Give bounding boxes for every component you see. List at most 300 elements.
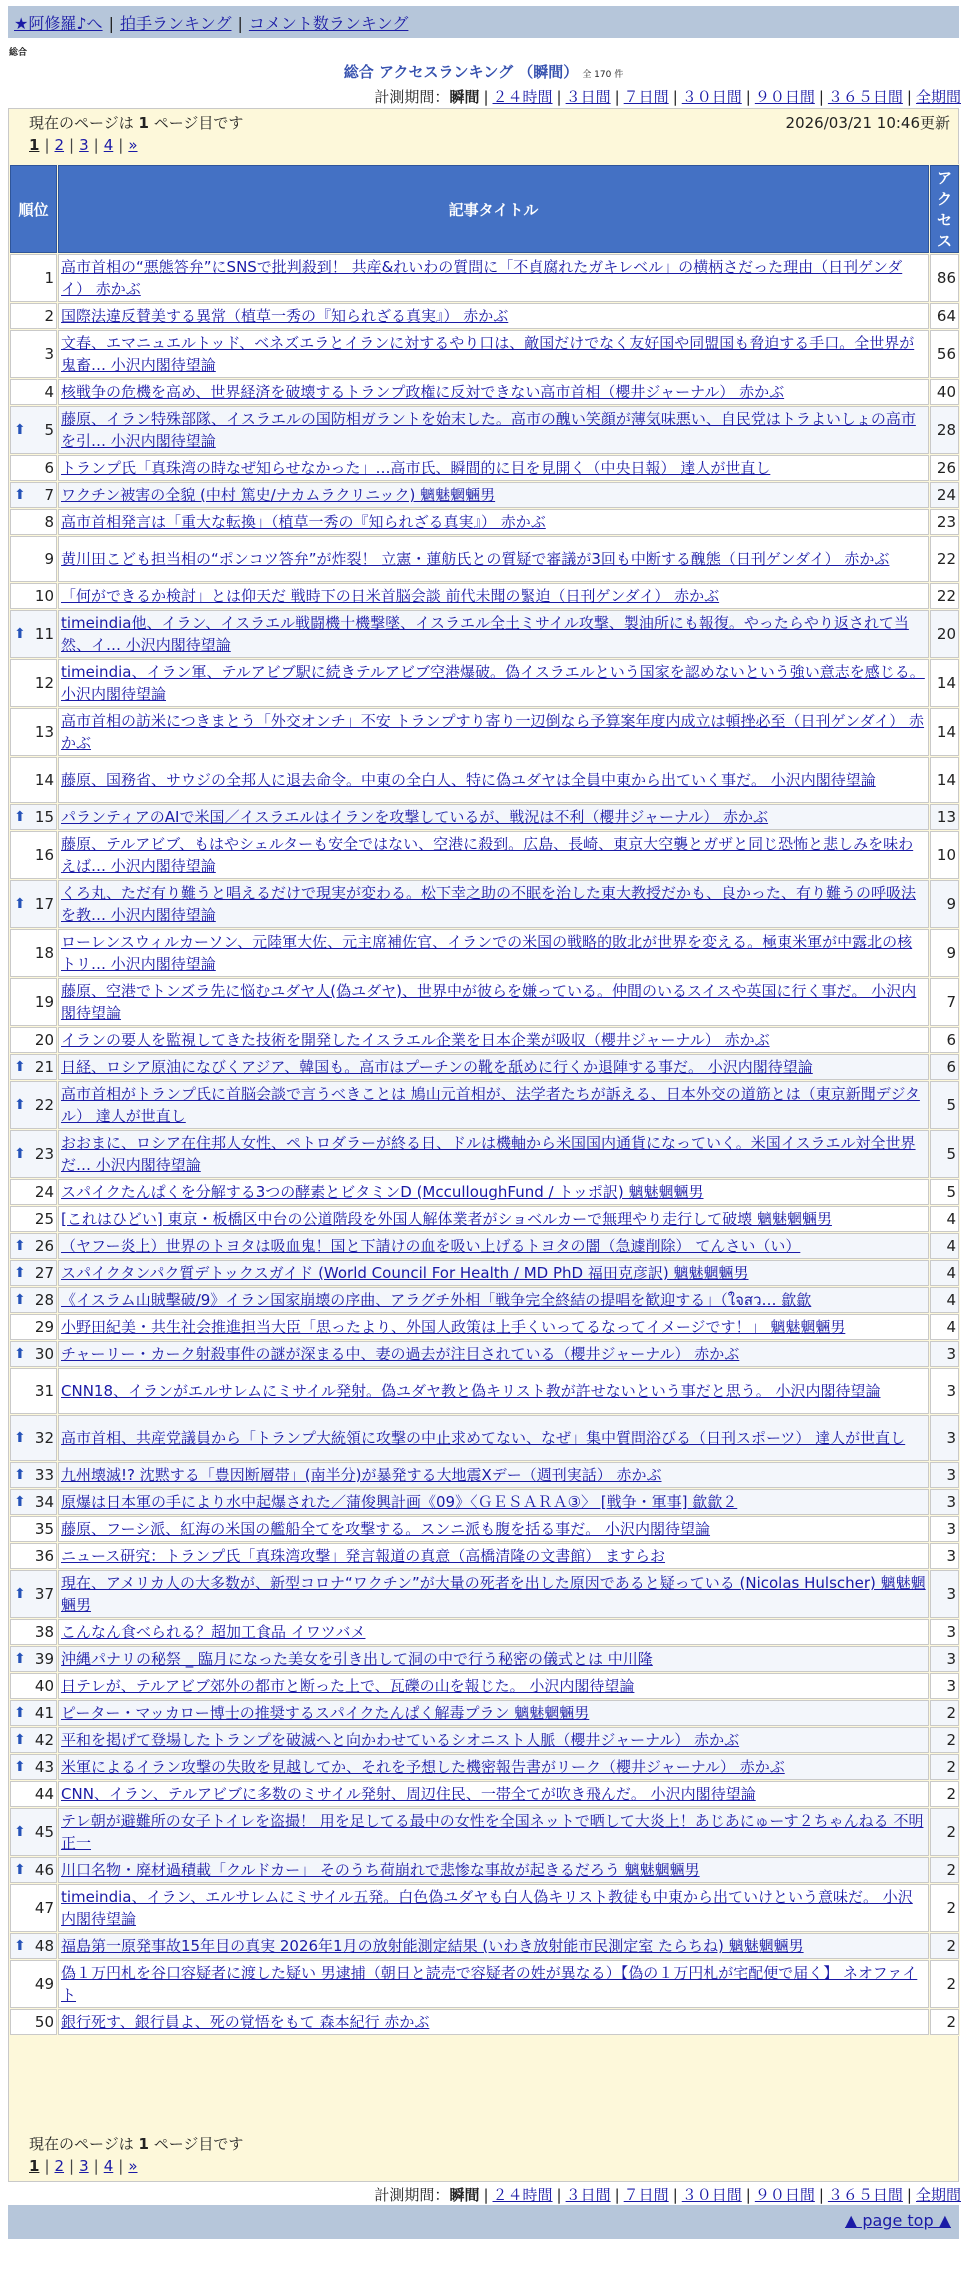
up-arrow-icon: ⬆ bbox=[14, 1938, 26, 1954]
title-cell bbox=[58, 831, 929, 879]
title-cell bbox=[58, 1287, 929, 1313]
table-row bbox=[10, 1462, 959, 1488]
rank-cell bbox=[10, 831, 57, 879]
article-link[interactable]: 黄川田こども担当相の“ポンコツ答弁”が炸裂！ 立憲・蓮舫氏との質疑で審議が3回も中断する醜態（日刊ゲンダイ） 赤かぶ bbox=[61, 550, 890, 568]
rank-cell bbox=[10, 1130, 57, 1178]
article-link[interactable]: 高市首相、共産党議員から「トランプ大統領に攻撃の中止求めてない、なぜ」集中質問浴びる（日刊スポーツ） 達人が世直し bbox=[61, 1429, 906, 1447]
period-link[interactable]: ３日間 bbox=[565, 88, 611, 106]
table-row bbox=[10, 1727, 959, 1753]
period-selector-bottom bbox=[374, 2184, 961, 2205]
title-cell bbox=[58, 482, 929, 508]
table-row bbox=[10, 708, 959, 756]
title-cell bbox=[58, 254, 929, 302]
rank-number: 29 bbox=[34, 1318, 54, 1336]
nav-separator: | bbox=[237, 14, 243, 33]
rank-number: 25 bbox=[34, 1210, 54, 1228]
title-cell bbox=[58, 659, 929, 707]
article-link[interactable]: チャーリー・カーク射殺事件の謎が深まる中、妻の過去が注目されている（櫻井ジャーナル） 赤かぶ bbox=[61, 1345, 740, 1363]
article-link[interactable]: くろ丸、ただ有り難うと唱えるだけで現実が変わる。松下幸之助の不眠を治した東大教授だかも、良かった、有り難うの呼吸法を教… 小沢内閣待望論 bbox=[61, 884, 917, 924]
rank-number: 33 bbox=[34, 1466, 54, 1484]
article-link[interactable]: 日テレが、テルアビブ郊外の都市と断った上で、瓦礫の山を報じた。 小沢内閣待望論 bbox=[61, 1677, 635, 1695]
table-row bbox=[10, 1646, 959, 1672]
title-cell bbox=[58, 1516, 929, 1542]
article-link[interactable]: （ヤフー炎上）世界のトヨタは吸血鬼！国と下請けの血を吸い上げるトヨタの闇（急遽削除） てんさい（い） bbox=[61, 1237, 801, 1255]
title-cell bbox=[58, 1646, 929, 1672]
rank-number: 35 bbox=[34, 1520, 54, 1538]
up-arrow-icon: ⬆ bbox=[14, 1586, 26, 1602]
up-arrow-icon: ⬆ bbox=[14, 1292, 26, 1308]
rank-number: 32 bbox=[34, 1429, 54, 1447]
access-count: 20 bbox=[930, 610, 959, 658]
table-row bbox=[10, 1754, 959, 1780]
ranking-title: 総合 アクセスランキング （瞬間） bbox=[343, 63, 579, 81]
title-cell bbox=[58, 1260, 929, 1286]
access-count: 7 bbox=[930, 978, 959, 1026]
title-cell bbox=[58, 1489, 929, 1515]
rank-cell bbox=[10, 1884, 57, 1932]
period-link[interactable]: ３０日間 bbox=[681, 88, 742, 106]
access-count: 2 bbox=[930, 1933, 959, 1959]
page-info-suffix: ページ目です bbox=[148, 114, 244, 132]
pager-separator: | bbox=[69, 2157, 75, 2175]
rank-number: 8 bbox=[44, 513, 54, 531]
access-count: 9 bbox=[930, 880, 959, 928]
access-count: 2 bbox=[930, 1884, 959, 1932]
table-row bbox=[10, 1933, 959, 1959]
rank-cell bbox=[10, 1646, 57, 1672]
rank-number: 39 bbox=[34, 1650, 54, 1668]
up-arrow-icon: ⬆ bbox=[14, 1430, 26, 1446]
article-link[interactable]: CNN18、イランがエルサレムにミサイル発射。偽ユダヤ教と偽キリスト教が許せないという事だと思う。 小沢内閣待望論 bbox=[61, 1382, 881, 1400]
table-row bbox=[10, 978, 959, 1026]
period-link[interactable]: ７日間 bbox=[623, 2186, 669, 2204]
title-cell bbox=[58, 536, 929, 582]
rank-number: 11 bbox=[34, 625, 54, 643]
rank-number: 1 bbox=[44, 269, 54, 287]
period-current: 瞬間 bbox=[449, 2186, 480, 2204]
rank-number: 30 bbox=[34, 1345, 54, 1363]
article-link[interactable]: トランプ氏「真珠湾の時なぜ知らせなかった」…高市氏、瞬間的に目を見開く（中央日報） 達人が世直し bbox=[61, 459, 771, 477]
article-link[interactable]: 原爆は日本軍の手により水中起爆された／蒲俊興計画《09》〈ＧＥＳＡＲＡ③〉 [戦争・軍事] 歙歙２ bbox=[61, 1493, 738, 1511]
rank-cell bbox=[10, 330, 57, 378]
article-link[interactable]: スパイクタンパク質デトックスガイド (World Council For Health / MD PhD 福田克彦訳) 魑魅魍魎男 bbox=[61, 1264, 749, 1282]
rank-cell bbox=[10, 1489, 57, 1515]
rank-cell bbox=[10, 1543, 57, 1569]
rank-number: 21 bbox=[34, 1058, 54, 1076]
rank-cell bbox=[10, 1516, 57, 1542]
period-link[interactable]: ９０日間 bbox=[754, 2186, 815, 2204]
article-link[interactable]: 藤原、フーシ派、紅海の米国の艦船全てを攻撃する。スンニ派も腹を括る事だ。 小沢内閣待望論 bbox=[61, 1520, 711, 1538]
pager-separator: | bbox=[93, 136, 99, 154]
period-separator: | bbox=[483, 88, 489, 106]
article-link[interactable]: 文春、エマニュエルトッド、ベネズエラとイランに対するやり口は、敵国だけでなく友好国や同盟国も脅迫する手口。全世界が鬼畜… 小沢内閣待望論 bbox=[61, 334, 915, 374]
table-row bbox=[10, 1884, 959, 1932]
page-info-prefix: 現在のページは bbox=[29, 114, 139, 132]
period-link[interactable]: 全期間 bbox=[915, 88, 961, 106]
access-count: 4 bbox=[930, 1260, 959, 1286]
scope-label: 総合 bbox=[9, 48, 28, 58]
rank-cell bbox=[10, 1808, 57, 1856]
article-link[interactable]: 銀行死す、銀行員よ、死の覚悟をもて 森本紀行 赤かぶ bbox=[61, 2013, 430, 2031]
title-cell bbox=[58, 406, 929, 454]
access-count: 86 bbox=[930, 254, 959, 302]
up-arrow-icon: ⬆ bbox=[14, 1494, 26, 1510]
article-link[interactable]: 小野田紀美・共生社会推進担当大臣「思ったより、外国人政策は上手くいってるなってイメージです！」 魑魅魍魎男 bbox=[61, 1318, 846, 1336]
rank-cell bbox=[10, 1415, 57, 1461]
article-link[interactable]: 米軍によるイラン攻撃の失敗を見越してか、それを予想した機密報告書がリーク（櫻井ジャーナル） 赤かぶ bbox=[61, 1758, 785, 1776]
period-link[interactable]: ３０日間 bbox=[681, 2186, 742, 2204]
access-count: 3 bbox=[930, 1415, 959, 1461]
title-cell bbox=[58, 1570, 929, 1618]
title-cell bbox=[58, 1673, 929, 1699]
title-cell bbox=[58, 1233, 929, 1259]
pager-separator: | bbox=[69, 136, 75, 154]
table-row bbox=[10, 583, 959, 609]
article-link[interactable]: 高市首相の訪米につきまとう「外交オンチ」不安 トランプすり寄り一辺倒なら予算案年度内成立は頓挫必至（日刊ゲンダイ） 赤かぶ bbox=[61, 712, 925, 752]
title-cell bbox=[58, 455, 929, 481]
table-row bbox=[10, 1516, 959, 1542]
access-count: 3 bbox=[930, 1489, 959, 1515]
title-cell bbox=[58, 1206, 929, 1232]
table-row bbox=[10, 2009, 959, 2035]
table-row bbox=[10, 509, 959, 535]
access-count: 3 bbox=[930, 1368, 959, 1414]
pager-page-link[interactable]: 3 bbox=[79, 136, 89, 154]
title-cell bbox=[58, 1933, 929, 1959]
title-cell bbox=[58, 1754, 929, 1780]
period-link[interactable]: ９０日間 bbox=[754, 88, 815, 106]
article-link[interactable]: 高市首相発言は「重大な転換」（植草一秀の『知られざる真実』） 赤かぶ bbox=[61, 513, 546, 531]
table-row bbox=[10, 1130, 959, 1178]
up-arrow-icon: ⬆ bbox=[14, 626, 26, 642]
table-row bbox=[10, 1027, 959, 1053]
table-row bbox=[10, 1489, 959, 1515]
article-link[interactable]: 藤原、イラン特殊部隊、イスラエルの国防相ガラントを始末した。高市の醜い笑顔が薄気味悪い、自民党はトラよいしょの高市を引… 小沢内閣待望論 bbox=[61, 410, 916, 450]
rank-cell bbox=[10, 254, 57, 302]
article-link[interactable]: 平和を掲げて登場したトランプを破滅へと向かわせているシオニスト人脈（櫻井ジャーナル） 赤かぶ bbox=[61, 1731, 740, 1749]
period-link[interactable]: ３６５日間 bbox=[827, 2186, 903, 2204]
rank-cell bbox=[10, 455, 57, 481]
up-arrow-icon: ⬆ bbox=[14, 1097, 26, 1113]
title-cell bbox=[58, 303, 929, 329]
footer-bar bbox=[8, 2205, 959, 2239]
access-count: 10 bbox=[930, 831, 959, 879]
period-separator: | bbox=[614, 88, 620, 106]
article-link[interactable]: 九州壊滅!? 沈黙する「豊因断層帯」(南半分)が暴発する大地震Xデー（週刊実話） 赤かぶ bbox=[61, 1466, 662, 1484]
rank-number: 49 bbox=[34, 1975, 54, 1993]
total-count: 全 170 件 bbox=[582, 70, 624, 80]
article-link[interactable]: timeindia他、イラン、イスラエル戦闘機十機撃墜、イスラエル全土ミサイル攻撃、製油所にも報復。やったらやり返されて当然、イ… 小沢内閣待望論 bbox=[61, 614, 909, 654]
article-link[interactable]: ピーター・マッカロー博士の推奨するスパイクたんぱく解毒プラン 魑魅魍魎男 bbox=[61, 1704, 590, 1722]
title-cell bbox=[58, 1727, 929, 1753]
title-cell bbox=[58, 1700, 929, 1726]
rank-number: 2 bbox=[44, 307, 54, 325]
article-link[interactable]: ニュース研究：トランプ氏「真珠湾攻撃」発言報道の真意（高橋清隆の文書館） ますらお bbox=[61, 1547, 666, 1565]
table-row bbox=[10, 1206, 959, 1232]
rank-cell bbox=[10, 583, 57, 609]
article-link[interactable]: 《イスラム山賊擊破/9》イラン国家崩壊の序曲、アラグチ外相「戦争完全終結の提唱を歓迎する」（ใจสว… 歙歙 bbox=[61, 1291, 812, 1309]
rank-number: 19 bbox=[34, 993, 54, 1011]
rank-number: 4 bbox=[44, 383, 54, 401]
table-row bbox=[10, 1054, 959, 1080]
access-count: 26 bbox=[930, 455, 959, 481]
rank-cell bbox=[10, 406, 57, 454]
access-count: 13 bbox=[930, 804, 959, 830]
title-cell bbox=[58, 1314, 929, 1340]
access-count: 3 bbox=[930, 1619, 959, 1645]
top-nav-bar bbox=[8, 6, 959, 38]
table-row bbox=[10, 379, 959, 405]
access-count: 4 bbox=[930, 1206, 959, 1232]
access-count: 4 bbox=[930, 1233, 959, 1259]
ranking-table bbox=[9, 164, 960, 2036]
pager-current-page: 1 bbox=[29, 2157, 40, 2175]
table-row bbox=[10, 1341, 959, 1367]
up-arrow-icon: ⬆ bbox=[14, 1862, 26, 1878]
period-separator: | bbox=[745, 2186, 751, 2204]
table-row bbox=[10, 1700, 959, 1726]
rank-cell bbox=[10, 1619, 57, 1645]
comment-ranking-link[interactable]: コメント数ランキング bbox=[248, 14, 409, 33]
title-cell bbox=[58, 1081, 929, 1129]
title-cell bbox=[58, 1179, 929, 1205]
period-link[interactable]: ２４時間 bbox=[492, 2186, 553, 2204]
rank-cell bbox=[10, 1054, 57, 1080]
title-cell bbox=[58, 1960, 929, 2008]
period-current: 瞬間 bbox=[449, 88, 480, 106]
access-count: 14 bbox=[930, 708, 959, 756]
rank-cell bbox=[10, 509, 57, 535]
ranking-panel bbox=[8, 108, 959, 2182]
rank-number: 24 bbox=[34, 1183, 54, 1201]
rank-cell bbox=[10, 1341, 57, 1367]
article-link[interactable]: スパイクたんぱくを分解する3つの酵素とビタミンD (McculloughFund / トッポ訳) 魑魅魍魎男 bbox=[61, 1183, 704, 1201]
pager-page-link[interactable]: 2 bbox=[54, 136, 65, 154]
column-header-rank: 順位 bbox=[10, 165, 57, 253]
rank-cell bbox=[10, 1727, 57, 1753]
access-count: 5 bbox=[930, 1179, 959, 1205]
up-arrow-icon: ⬆ bbox=[14, 1265, 26, 1281]
rank-cell bbox=[10, 708, 57, 756]
up-arrow-icon: ⬆ bbox=[14, 1467, 26, 1483]
title-cell bbox=[58, 1368, 929, 1414]
article-link[interactable]: 藤原、テルアビブ、もはやシェルターも安全ではない、空港に殺到。広島、長崎、東京大空襲とガザと同じ恐怖と悲しみを味わえば… 小沢内閣待望論 bbox=[61, 835, 914, 875]
title-cell bbox=[58, 1857, 929, 1883]
access-count: 2 bbox=[930, 1781, 959, 1807]
article-link[interactable]: ワクチン被害の全貌 (中村 篤史/ナカムラクリニック) 魑魅魍魎男 bbox=[61, 486, 496, 504]
page-top-link[interactable]: ▲ page top ▲ bbox=[844, 2211, 951, 2230]
rank-number: 12 bbox=[34, 674, 54, 692]
article-link[interactable]: イランの要人を監視してきた技術を開発したイスラエル企業を日本企業が吸収（櫻井ジャーナル） 赤かぶ bbox=[61, 1031, 770, 1049]
up-arrow-icon: ⬆ bbox=[14, 1732, 26, 1748]
rank-cell bbox=[10, 1570, 57, 1618]
access-count: 3 bbox=[930, 1673, 959, 1699]
article-link[interactable]: 「何ができるか検討」とは仰天だ 戦時下の日米首脳会談 前代未聞の緊迫（日刊ゲンダイ） 赤かぶ bbox=[61, 587, 720, 605]
access-count: 3 bbox=[930, 1516, 959, 1542]
access-count: 6 bbox=[930, 1027, 959, 1053]
pager-separator: | bbox=[44, 2157, 50, 2175]
rank-number: 6 bbox=[44, 459, 54, 477]
access-count: 64 bbox=[930, 303, 959, 329]
article-link[interactable]: 日経、ロシア原油になびくアジア、韓国も。高市はプーチンの靴を舐めに行くか退陣する事だ。 小沢内閣待望論 bbox=[61, 1058, 813, 1076]
period-separator: | bbox=[614, 2186, 620, 2204]
rank-cell bbox=[10, 1233, 57, 1259]
table-row bbox=[10, 303, 959, 329]
rank-number: 18 bbox=[34, 944, 54, 962]
access-count: 2 bbox=[930, 1960, 959, 2008]
rank-cell bbox=[10, 1462, 57, 1488]
pager-next-link[interactable]: » bbox=[128, 2157, 138, 2175]
access-count: 24 bbox=[930, 482, 959, 508]
period-link[interactable]: ３６５日間 bbox=[827, 88, 903, 106]
rank-number: 31 bbox=[34, 1382, 54, 1400]
title-cell bbox=[58, 509, 929, 535]
up-arrow-icon: ⬆ bbox=[14, 1346, 26, 1362]
pager-current-page: 1 bbox=[29, 136, 40, 154]
rank-cell bbox=[10, 804, 57, 830]
table-row bbox=[10, 1808, 959, 1856]
article-link[interactable]: timeindia、イラン、エルサレムにミサイル五発。白色偽ユダヤも白人偽キリスト教徒も中東から出ていけという意味だ。 小沢内閣待望論 bbox=[61, 1888, 913, 1928]
article-link[interactable]: テレ朝が避難所の女子トイレを盗撮！ 用を足してる最中の女性を全国ネットで晒して大炎上！あじあにゅーす２ちゃんねる 不明正一 bbox=[61, 1812, 924, 1852]
article-link[interactable]: 高市首相の“悪態答弁”にSNSで批判殺到！ 共産&れいわの質問に「不貞腐れたガキレベル」の横柄さだった理由（日刊ゲンダイ） 赤かぶ bbox=[61, 258, 903, 298]
article-link[interactable]: 川口名物・廃材過積載「クルドカー」 そのうち荷崩れで悲惨な事故が起きるだろう 魑魅魍魎男 bbox=[61, 1861, 700, 1879]
access-count: 14 bbox=[930, 659, 959, 707]
table-row bbox=[10, 1081, 959, 1129]
page-info-number: 1 bbox=[138, 114, 149, 132]
article-link[interactable]: パランティアのAIで米国／イスラエルはイランを攻撃しているが、戦況は不利（櫻井ジャーナル） 赤かぶ bbox=[61, 808, 769, 826]
rank-cell bbox=[10, 880, 57, 928]
table-row bbox=[10, 757, 959, 803]
access-count: 3 bbox=[930, 1462, 959, 1488]
period-separator: | bbox=[818, 88, 824, 106]
title-cell bbox=[58, 757, 929, 803]
up-arrow-icon: ⬆ bbox=[14, 1238, 26, 1254]
article-link[interactable]: こんなん食べられる？超加工食品 イワツバメ bbox=[61, 1623, 366, 1641]
table-header-row bbox=[10, 165, 959, 253]
rank-cell bbox=[10, 1081, 57, 1129]
article-link[interactable]: [これはひどい] 東京・板橋区中台の公道階段を外国人解体業者がショベルカーで無理やり走行して破壊 魑魅魍魎男 bbox=[61, 1210, 832, 1228]
article-link[interactable]: timeindia、イラン軍、テルアビブ駅に続きテルアビブ空港爆破。偽イスラエルという国家を認めないという強い意志を感じる。 小沢内閣待望論 bbox=[61, 663, 925, 703]
title-cell bbox=[58, 330, 929, 378]
access-count: 3 bbox=[930, 1543, 959, 1569]
access-count: 22 bbox=[930, 536, 959, 582]
title-cell bbox=[58, 978, 929, 1026]
rank-number: 7 bbox=[44, 486, 54, 504]
period-link[interactable]: ３日間 bbox=[565, 2186, 611, 2204]
article-link[interactable]: 偽１万円札を谷口容疑者に渡した疑い 男逮捕（朝日と読売で容疑者の姓が異なる）【偽の１万円札が宅配便で届く】 ネオファイト bbox=[61, 1964, 918, 2004]
access-count: 14 bbox=[930, 757, 959, 803]
page-info-number: 1 bbox=[138, 2135, 149, 2153]
table-row bbox=[10, 1781, 959, 1807]
period-separator: | bbox=[556, 2186, 562, 2204]
rank-cell bbox=[10, 1960, 57, 2008]
rank-number: 10 bbox=[34, 587, 54, 605]
rank-number: 13 bbox=[34, 723, 54, 741]
period-link[interactable]: ７日間 bbox=[623, 88, 669, 106]
article-link[interactable]: 核戦争の危機を高め、世界経済を破壊するトランプ政権に反対できない高市首相（櫻井ジャーナル） 赤かぶ bbox=[61, 383, 785, 401]
up-arrow-icon: ⬆ bbox=[14, 809, 26, 825]
pager-page-link[interactable]: 4 bbox=[103, 136, 114, 154]
page-info-top bbox=[29, 112, 629, 133]
access-count: 40 bbox=[930, 379, 959, 405]
rank-cell bbox=[10, 1673, 57, 1699]
home-link[interactable]: ★阿修羅♪へ bbox=[14, 14, 103, 33]
period-separator: | bbox=[483, 2186, 489, 2204]
period-link[interactable]: ２４時間 bbox=[492, 88, 553, 106]
article-link[interactable]: 藤原、国務省、サウジの全邦人に退去命令。中東の全白人、特に偽ユダヤは全員中東から出ていく事だ。 小沢内閣待望論 bbox=[61, 771, 876, 789]
table-row bbox=[10, 1543, 959, 1569]
title-cell bbox=[58, 1619, 929, 1645]
rank-number: 28 bbox=[34, 1291, 54, 1309]
rank-number: 9 bbox=[44, 550, 54, 568]
rank-cell bbox=[10, 1206, 57, 1232]
table-row bbox=[10, 482, 959, 508]
pager-next-link[interactable]: » bbox=[128, 136, 138, 154]
rank-cell bbox=[10, 1933, 57, 1959]
rank-cell bbox=[10, 659, 57, 707]
article-link[interactable]: 高市首相がトランプ氏に首脳会談で言うべきことは 鳩山元首相が、法学者たちが訴える、日本外交の道筋とは（東京新聞デジタル） 達人が世直し bbox=[61, 1085, 920, 1125]
clap-ranking-link[interactable]: 拍手ランキング bbox=[119, 14, 232, 33]
title-cell bbox=[58, 1462, 929, 1488]
article-link[interactable]: 福島第一原発事故15年目の真実 2026年1月の放射能測定結果 (いわき放射能市民測定室 たらちね) 魑魅魍魎男 bbox=[61, 1937, 804, 1955]
pager-page-link[interactable]: 3 bbox=[79, 2157, 89, 2175]
table-row bbox=[10, 1619, 959, 1645]
article-link[interactable]: CNN、イラン、テルアビブに多数のミサイル発射、周辺住民、一帯全てが吹き飛んだ。 小沢内閣待望論 bbox=[61, 1785, 756, 1803]
period-separator: | bbox=[906, 88, 912, 106]
rank-cell bbox=[10, 1260, 57, 1286]
title-cell bbox=[58, 379, 929, 405]
table-row bbox=[10, 804, 959, 830]
rank-cell bbox=[10, 1027, 57, 1053]
page-info-suffix: ページ目です bbox=[148, 2135, 244, 2153]
rank-number: 44 bbox=[34, 1785, 54, 1803]
title-cell bbox=[58, 1027, 929, 1053]
title-cell bbox=[58, 1884, 929, 1932]
rank-number: 37 bbox=[34, 1585, 54, 1603]
up-arrow-icon: ⬆ bbox=[14, 1059, 26, 1075]
rank-number: 27 bbox=[34, 1264, 54, 1282]
title-cell bbox=[58, 2009, 929, 2035]
title-cell bbox=[58, 1054, 929, 1080]
title-cell bbox=[58, 804, 929, 830]
rank-cell bbox=[10, 1314, 57, 1340]
page-info-bottom bbox=[29, 2133, 629, 2154]
table-row bbox=[10, 1960, 959, 2008]
rank-number: 3 bbox=[44, 345, 54, 363]
access-count: 2 bbox=[930, 1754, 959, 1780]
title-cell bbox=[58, 880, 929, 928]
period-link[interactable]: 全期間 bbox=[915, 2186, 961, 2204]
rank-cell bbox=[10, 1754, 57, 1780]
period-separator: | bbox=[672, 2186, 678, 2204]
table-row bbox=[10, 1415, 959, 1461]
article-link[interactable]: 沖縄パナリの秘祭 _ 臨月になった美女を引き出して洞の中で行う秘密の儀式とは 中川隆 bbox=[61, 1650, 653, 1668]
article-link[interactable]: 現在、アメリカ人の大多数が、新型コロナ“ワクチン”が大量の死者を出した原因であると疑っている (Nicolas Hulscher) 魑魅魍魎男 bbox=[61, 1574, 926, 1614]
rank-cell bbox=[10, 610, 57, 658]
rank-number: 23 bbox=[34, 1145, 54, 1163]
access-count: 5 bbox=[930, 1130, 959, 1178]
article-link[interactable]: おおまに、ロシア在住邦人女性、ペトロダラーが終る日、ドルは機軸から米国国内通貨になっていく。米国イスラエル対全世界だ… 小沢内閣待望論 bbox=[61, 1134, 916, 1174]
article-link[interactable]: ローレンスウィルカーソン、元陸軍大佐、元主席補佐官、イランでの米国の戦略的敗北が世界を変える。極東米軍が中露北の核トリ… 小沢内閣待望論 bbox=[61, 933, 913, 973]
pager-page-link[interactable]: 2 bbox=[54, 2157, 65, 2175]
article-link[interactable]: 藤原、空港でトンズラ先に悩むユダヤ人(偽ユダヤ)、世界中が彼らを嫌っている。仲間のいるスイスや英国に行く事だ。 小沢内閣待望論 bbox=[61, 982, 917, 1022]
pager-separator: | bbox=[93, 2157, 99, 2175]
rank-cell bbox=[10, 379, 57, 405]
pager-page-link[interactable]: 4 bbox=[103, 2157, 114, 2175]
up-arrow-icon: ⬆ bbox=[14, 896, 26, 912]
rank-number: 22 bbox=[34, 1096, 54, 1114]
article-link[interactable]: 国際法違反賛美する異常（植草一秀の『知られざる真実』） 赤かぶ bbox=[61, 307, 509, 325]
